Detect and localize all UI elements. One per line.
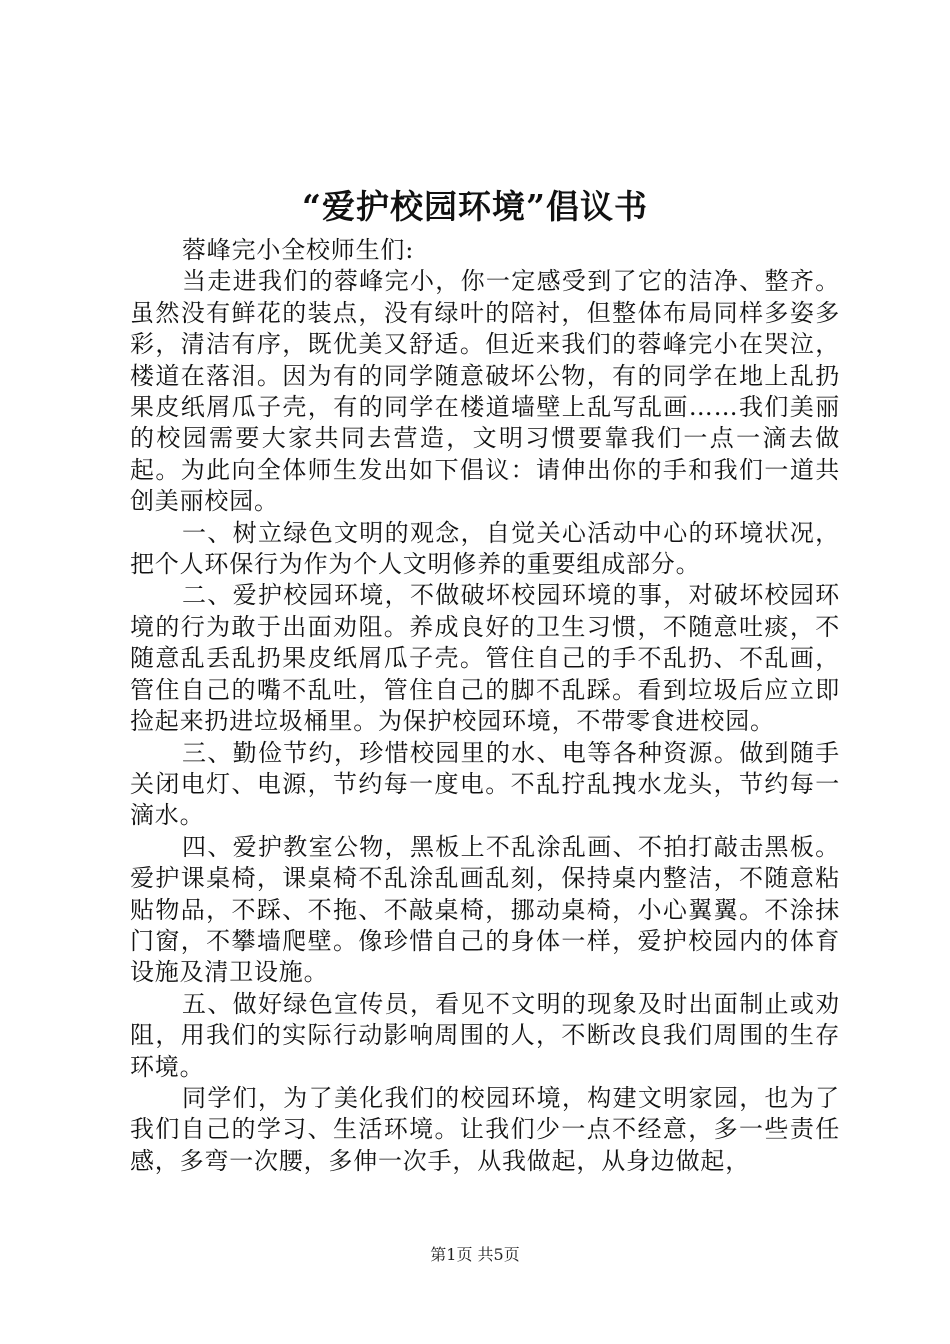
paragraph-item-4: 四、爱护教室公物，黑板上不乱涂乱画、不拍打敲击黑板。爱护课桌椅，课桌椅不乱涂乱画乱刻，保持桌内整洁，不随意粘贴物品，不踩、不拖、不敲桌椅，挪动桌椅，小心翼翼。不涂抹门窗，不攀墙爬壁。像珍惜自己的身体一样，爱护校园内的体育设施及清卫设施。 xyxy=(130,832,840,987)
page-footer: 第1页 共5页 xyxy=(430,1245,520,1264)
paragraph-item-1: 一、树立绿色文明的观念，自觉关心活动中心的环境状况，把个人环保行为作为个人文明修养的重要组成部分。 xyxy=(130,518,840,579)
salutation: 蓉峰完小全校师生们: xyxy=(182,236,415,264)
paragraph-item-5: 五、做好绿色宣传员，看见不文明的现象及时出面制止或劝阻，用我们的实际行动影响周围的人，不断改良我们周围的生存环境。 xyxy=(130,989,840,1081)
document-title: “爱护校园环境”倡议书 xyxy=(302,187,648,226)
document-body xyxy=(130,235,840,1177)
paragraph-item-3: 三、勤俭节约，珍惜校园里的水、电等各种资源。做到随手关闭电灯、电源，节约每一度电。不乱拧乱拽水龙头，节约每一滴水。 xyxy=(130,738,840,830)
paragraph-closing: 同学们，为了美化我们的校园环境，构建文明家园，也为了我们自己的学习、生活环境。让我们少一点不经意，多一些责任感，多弯一次腰，多伸一次手，从我做起，从身边做起， xyxy=(130,1083,840,1175)
paragraph-intro: 当走进我们的蓉峰完小，你一定感受到了它的洁净、整齐。虽然没有鲜花的装点，没有绿叶的陪衬，但整体布局同样多姿多彩，清洁有序，既优美又舒适。但近来我们的蓉峰完小在哭泣，楼道在落泪。因为有的同学随意破坏公物，有的同学在地上乱扔果皮纸屑瓜子壳，有的同学在楼道墙壁上乱写乱画……我们美丽的校园需要大家共同去营造，文明习惯要靠我们一点一滴去做起。为此向全体师生发出如下倡议：请伸出你的手和我们一道共创美丽校园。 xyxy=(130,267,840,516)
paragraph-item-2: 二、爱护校园环境，不做破坏校园环境的事，对破坏校园环境的行为敢于出面劝阻。养成良好的卫生习惯，不随意吐痰，不随意乱丢乱扔果皮纸屑瓜子壳。管住自己的手不乱扔、不乱画，管住自己的嘴不乱吐，管住自己的脚不乱踩。看到垃圾后应立即捡起来扔进垃圾桶里。为保护校园环境，不带零食进校园。 xyxy=(130,581,840,736)
